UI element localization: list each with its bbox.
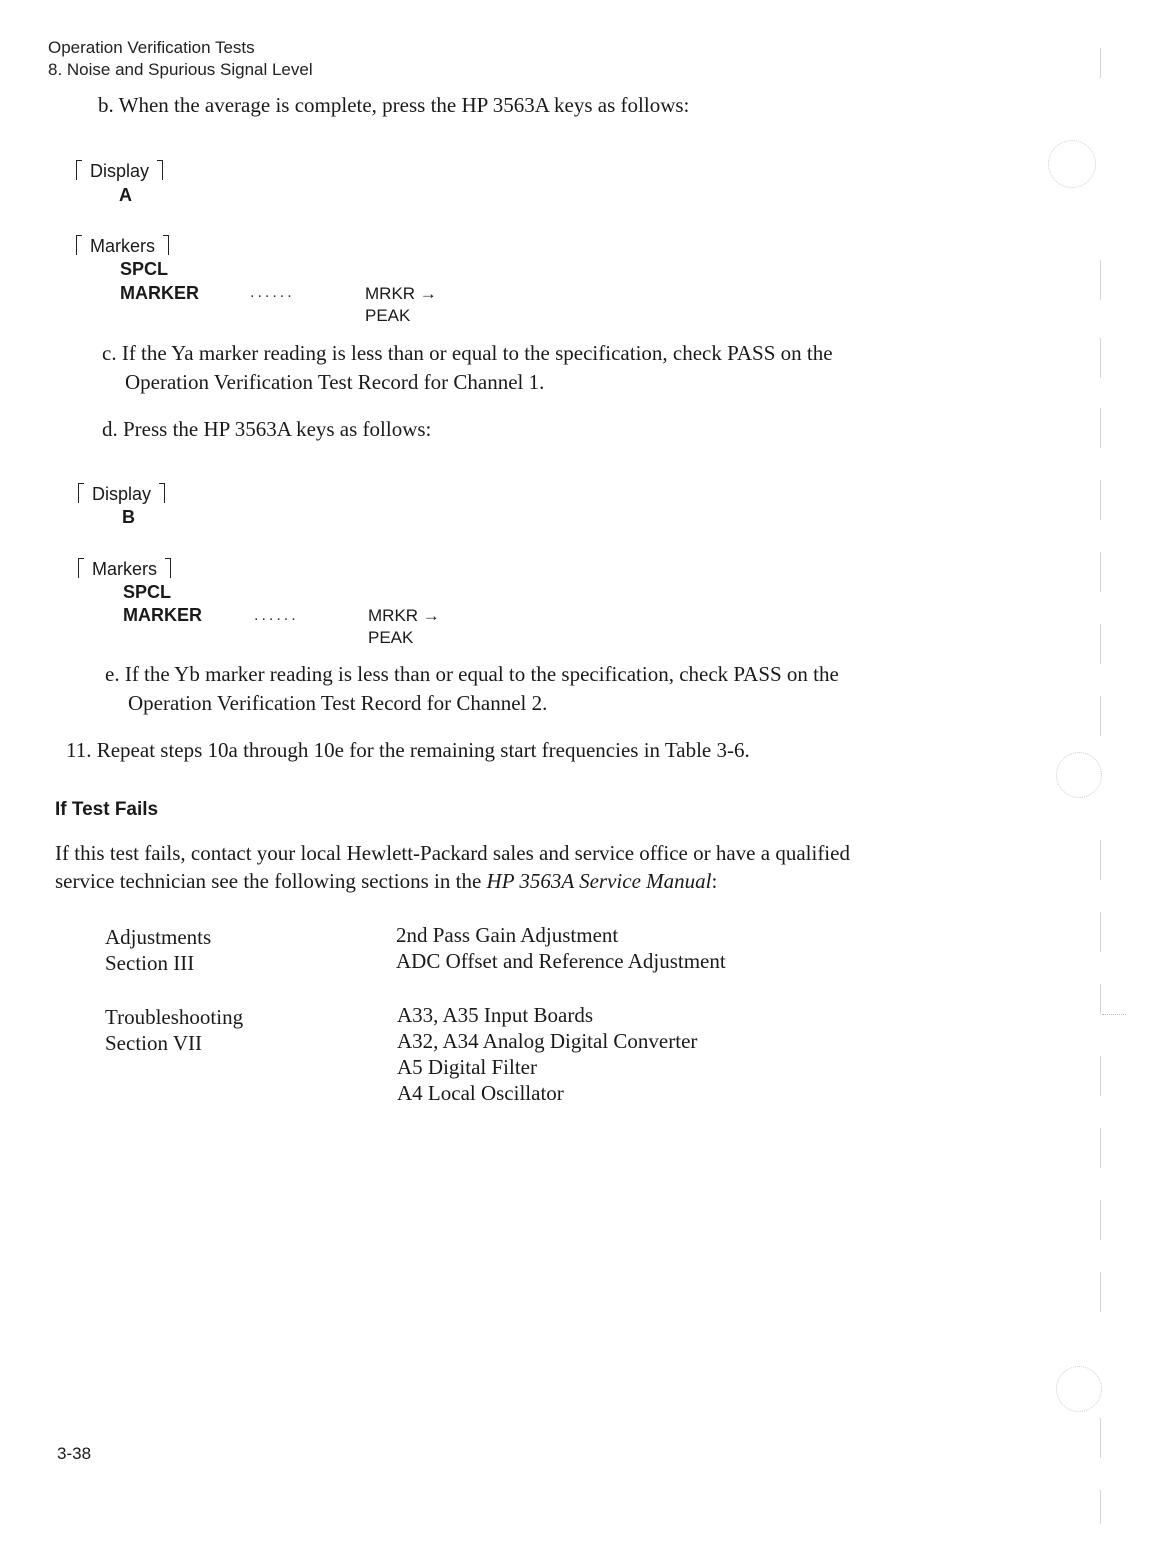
softkey-marker: MARKER [120, 283, 199, 303]
leader-dots: ...... [254, 607, 299, 624]
scan-edge-mark [1100, 1200, 1101, 1240]
ref-right-item: 2nd Pass Gain Adjustment [396, 923, 619, 947]
scan-edge-mark [1100, 408, 1101, 448]
display-hardkey: Display [76, 160, 163, 182]
scan-edge-mark [1100, 1490, 1101, 1524]
display-hardkey: Display [78, 483, 165, 505]
section-heading: If Test Fails [55, 799, 159, 820]
leader-dots: ...... [250, 284, 295, 301]
ref-left-item: Section III [105, 951, 195, 975]
running-header-subsection: 8. Noise and Spurious Signal Level [48, 60, 313, 79]
step-d-text: d. Press the HP 3563A keys as follows: [102, 417, 432, 441]
softkey-peak: PEAK [368, 628, 414, 647]
softkey-mrkr: MRKR → [368, 606, 440, 625]
scan-edge-mark [1100, 480, 1101, 520]
manual-title: HP 3563A Service Manual [486, 869, 712, 893]
softkey-marker: MARKER [123, 605, 202, 625]
binder-hole-icon [1056, 752, 1102, 798]
step-e-line2: Operation Verification Test Record for Channel 2. [128, 691, 548, 715]
step-11-text: 11. Repeat steps 10a through 10e for the remaining start frequencies in Table 3-6. [66, 738, 750, 762]
ref-right-item: A33, A35 Input Boards [397, 1003, 593, 1027]
bracket-left-icon [78, 483, 84, 503]
step-c-line1: c. If the Ya marker reading is less than or equal to the specification, check PASS on the [102, 341, 833, 365]
bracket-left-icon [76, 235, 82, 255]
softkey-spcl: SPCL [123, 582, 172, 602]
bracket-right-icon [159, 483, 165, 503]
markers-hardkey: Markers [76, 235, 169, 257]
ref-left-item: Adjustments [105, 925, 212, 949]
page-number: 3-38 [57, 1444, 92, 1463]
scan-edge-mark [1100, 260, 1101, 300]
softkey-spcl: SPCL [120, 259, 169, 279]
softkey-peak: PEAK [365, 306, 411, 325]
markers-hardkey: Markers [78, 558, 171, 580]
fails-paragraph-line1: If this test fails, contact your local Hewlett-Packard sales and service office or have a qualified [55, 841, 850, 865]
ref-right-item: ADC Offset and Reference Adjustment [396, 949, 726, 973]
scan-edge-mark [1100, 48, 1101, 78]
softkey-a: A [119, 185, 132, 205]
bracket-left-icon [76, 160, 82, 180]
ref-right-item: A32, A34 Analog Digital Converter [397, 1029, 698, 1053]
step-c-line2: Operation Verification Test Record for Channel 1. [125, 370, 545, 394]
scan-edge-mark [1100, 840, 1101, 880]
scan-edge-mark [1102, 1014, 1126, 1015]
scan-edge-mark [1100, 552, 1101, 592]
scan-edge-mark [1100, 1272, 1101, 1312]
ref-left-item: Troubleshooting [105, 1005, 244, 1029]
scan-edge-mark [1100, 912, 1101, 952]
ref-left-item: Section VII [105, 1031, 203, 1055]
step-b-text: b. When the average is complete, press the HP 3563A keys as follows: [98, 93, 690, 117]
scan-edge-mark [1100, 696, 1101, 736]
softkey-mrkr: MRKR → [365, 284, 437, 303]
bracket-left-icon [78, 558, 84, 578]
binder-hole-icon [1048, 140, 1096, 188]
running-header-section: Operation Verification Tests [48, 38, 255, 57]
scan-edge-mark [1100, 984, 1101, 1014]
ref-right-item: A5 Digital Filter [397, 1055, 537, 1079]
bracket-right-icon [165, 558, 171, 578]
scan-edge-mark [1100, 624, 1101, 664]
scan-edge-mark [1100, 1056, 1101, 1096]
bracket-right-icon [163, 235, 169, 255]
scan-edge-mark [1100, 1418, 1101, 1458]
binder-hole-icon [1056, 1366, 1102, 1412]
fails-paragraph-line2: service technician see the following sections in the HP 3563A Service Manual: [55, 869, 718, 893]
ref-right-item: A4 Local Oscillator [397, 1081, 564, 1105]
step-e-line1: e. If the Yb marker reading is less than or equal to the specification, check PASS on the [105, 662, 839, 686]
softkey-b: B [122, 507, 135, 527]
bracket-right-icon [157, 160, 163, 180]
scan-edge-mark [1100, 338, 1101, 378]
scan-edge-mark [1100, 1128, 1101, 1168]
